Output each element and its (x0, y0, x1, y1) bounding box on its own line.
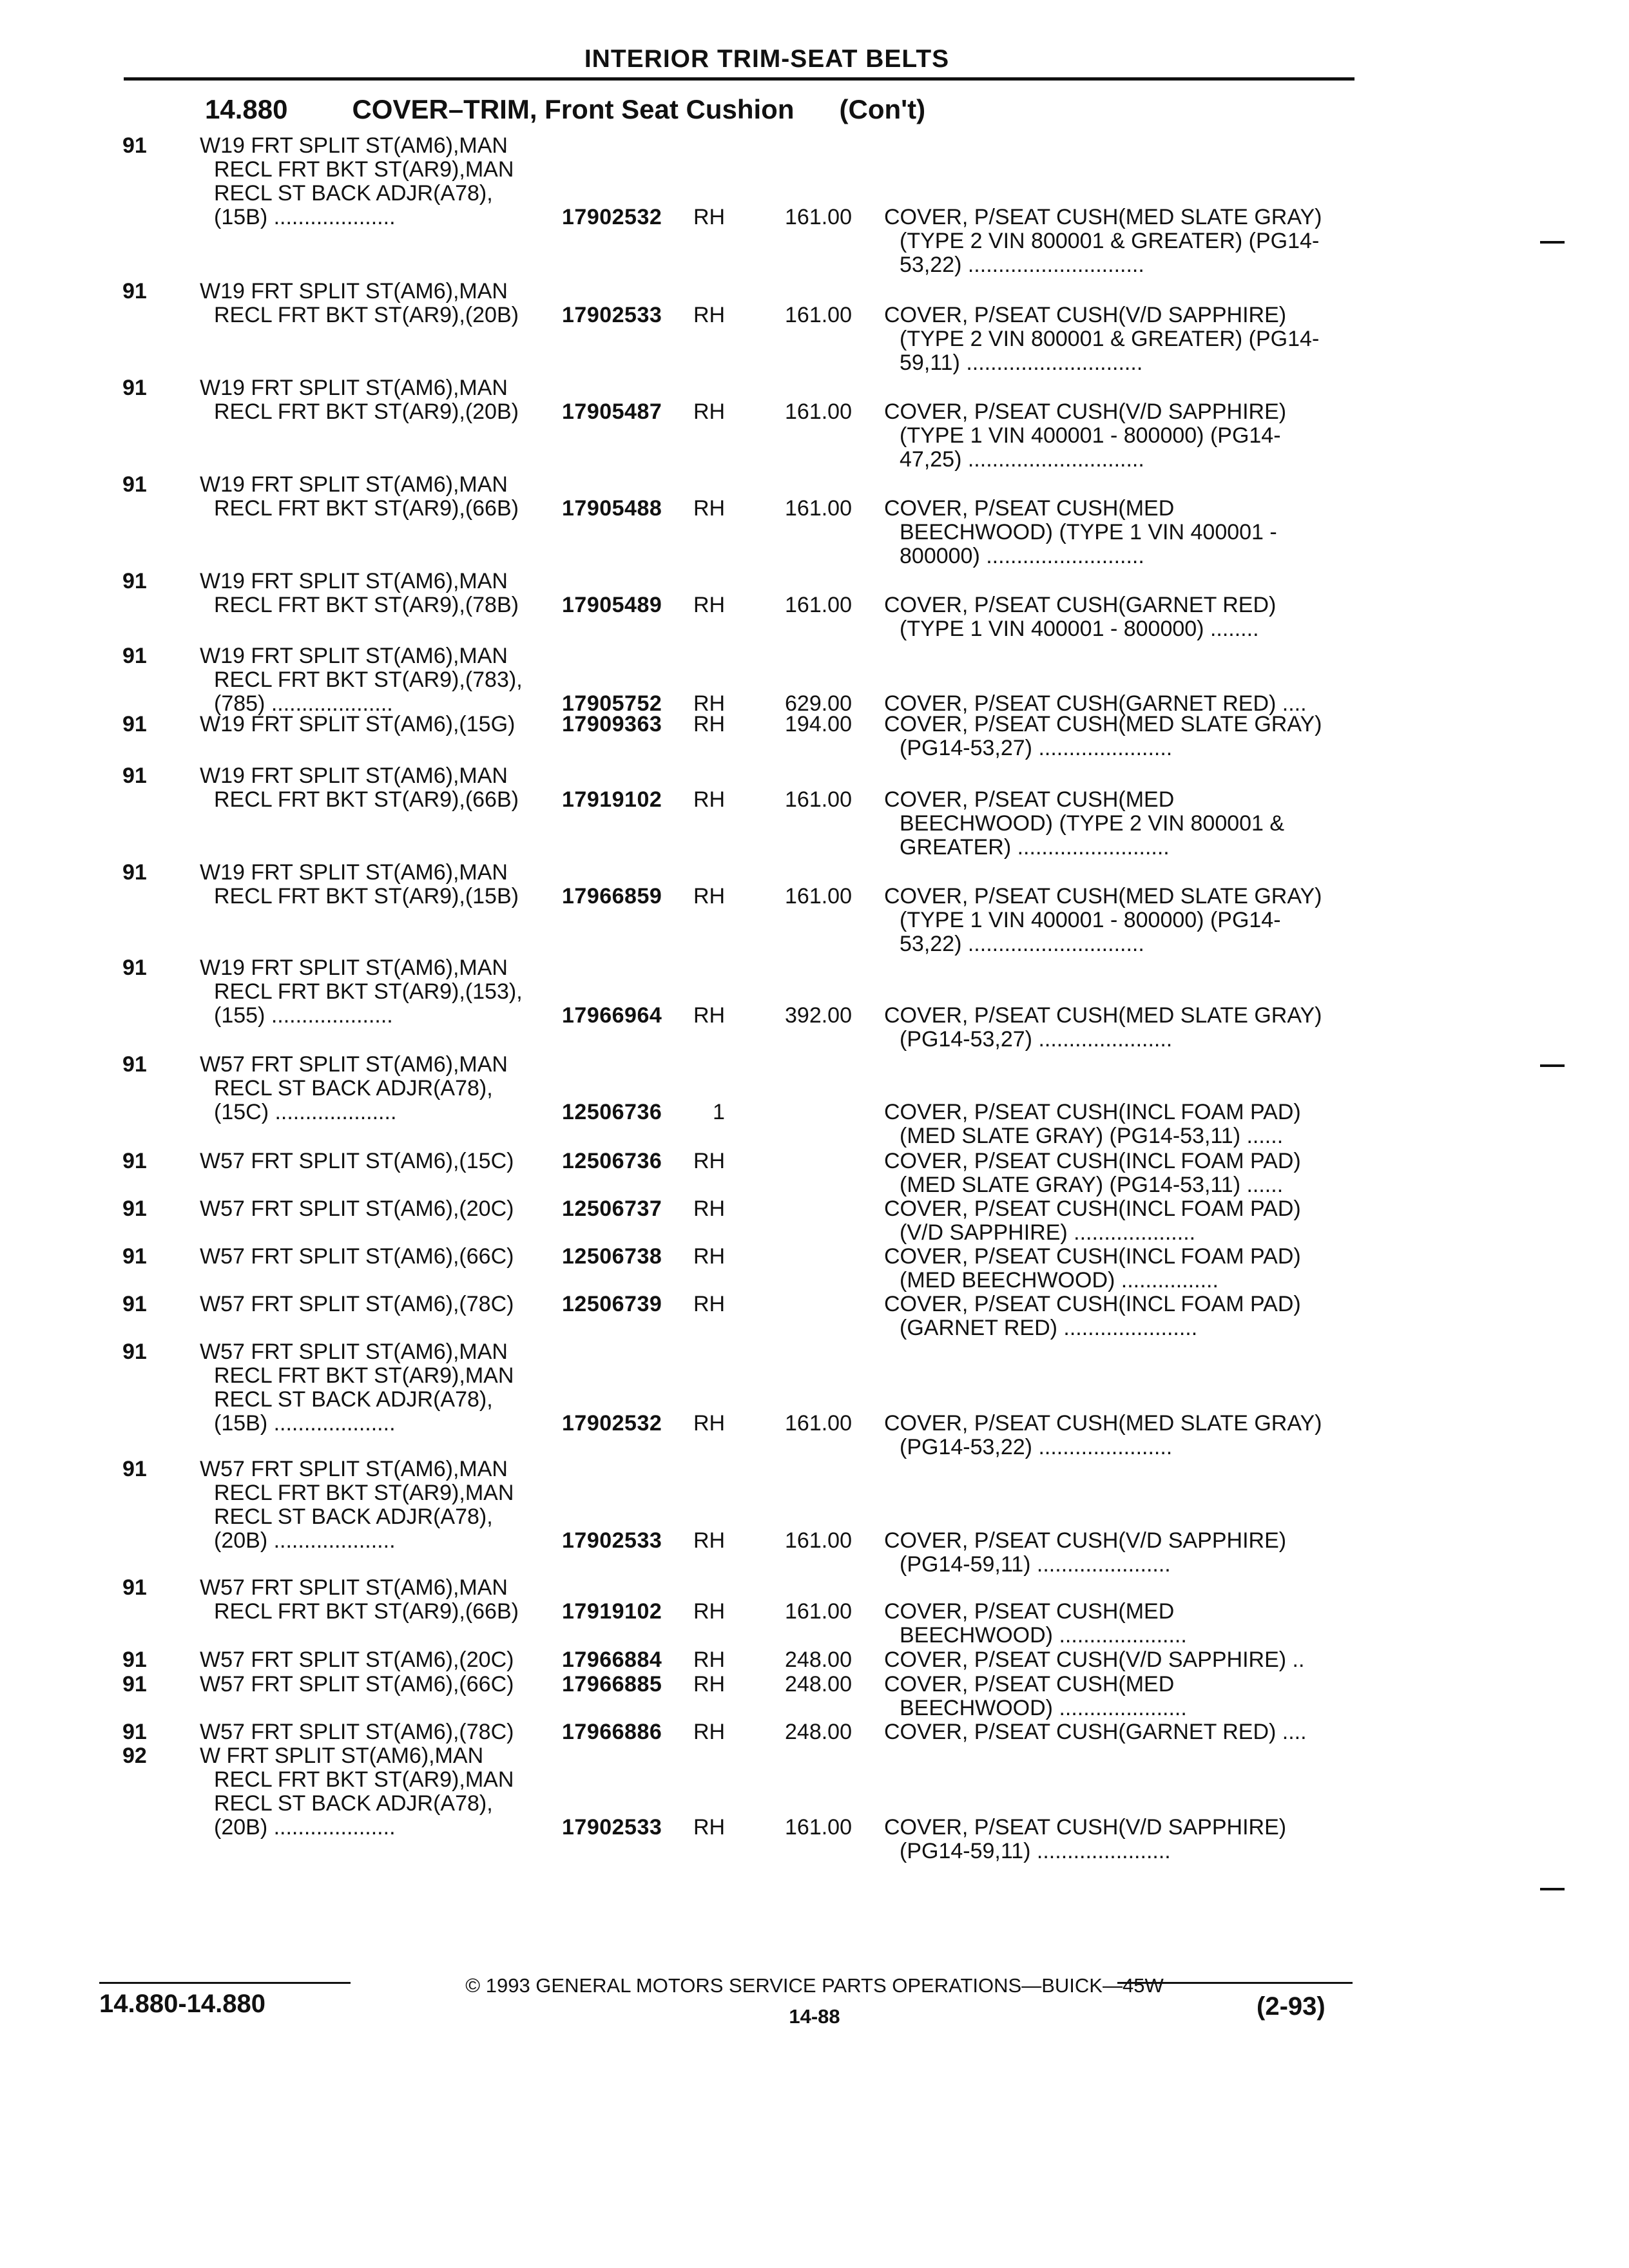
usage-line: W19 FRT SPLIT ST(AM6),MAN (200, 644, 508, 668)
usage-line: RECL ST BACK ADJR(A78), (214, 1505, 493, 1529)
side-indicator: RH (693, 1672, 726, 1696)
description-line: COVER, P/SEAT CUSH(MED (884, 1673, 1175, 1696)
usage-line: W57 FRT SPLIT ST(AM6),(15C) (200, 1149, 514, 1173)
part-description (884, 1197, 1354, 1245)
side-indicator: RH (693, 1196, 726, 1221)
part-number: 17905488 (562, 496, 662, 521)
footer-date: (2-93) (1257, 1992, 1325, 2021)
usage-code: 91 (122, 1244, 147, 1269)
part-number: 17919102 (562, 1599, 662, 1624)
usage-description (200, 1053, 561, 1124)
description-line: 59,11) ............................. (900, 351, 1143, 375)
side-indicator: RH (693, 1292, 726, 1316)
usage-line: W19 FRT SPLIT ST(AM6),MAN (200, 376, 508, 400)
footer-copyright: © 1993 GENERAL MOTORS SERVICE PARTS OPERATIONS—BUICK—45W (465, 1974, 1164, 1997)
part-number: 12506738 (562, 1244, 662, 1269)
part-number: 17905752 (562, 691, 662, 716)
usage-line: W19 FRT SPLIT ST(AM6),MAN (200, 134, 508, 158)
usage-code: 92 (122, 1744, 147, 1768)
part-number: 17919102 (562, 787, 662, 812)
usage-line: (155) .................... (214, 1004, 393, 1028)
usage-line: RECL FRT BKT ST(AR9),(66B) (214, 497, 519, 521)
usage-line: RECL ST BACK ADJR(A78), (214, 1388, 493, 1412)
description-line: (PG14-59,11) ...................... (900, 1840, 1171, 1863)
part-description (884, 1529, 1354, 1577)
description-line: COVER, P/SEAT CUSH(V/D SAPPHIRE) .. (884, 1648, 1305, 1672)
side-indicator: RH (693, 205, 726, 229)
description-line: (TYPE 1 VIN 400001 - 800000) ........ (900, 617, 1259, 641)
usage-line: W19 FRT SPLIT ST(AM6),MAN (200, 473, 508, 497)
page-header-title: INTERIOR TRIM-SEAT BELTS (584, 45, 950, 73)
usage-description (200, 1340, 561, 1436)
quantity: 1 (713, 1100, 725, 1124)
usage-code: 91 (122, 1672, 147, 1696)
usage-code: 91 (122, 1575, 147, 1600)
usage-line: RECL FRT BKT ST(AR9),(15B) (214, 885, 519, 908)
usage-line: W19 FRT SPLIT ST(AM6),MAN (200, 956, 508, 980)
description-line: (MED SLATE GRAY) (PG14-53,11) ...... (900, 1173, 1284, 1197)
description-line: (TYPE 2 VIN 800001 & GREATER) (PG14- (900, 327, 1320, 351)
usage-code: 91 (122, 133, 147, 158)
usage-code: 91 (122, 1648, 147, 1672)
price: 161.00 (785, 1528, 852, 1553)
part-description (884, 1600, 1354, 1648)
side-indicator: RH (693, 712, 726, 736)
part-description (884, 885, 1354, 956)
description-line: COVER, P/SEAT CUSH(GARNET RED) (884, 593, 1277, 617)
usage-code: 91 (122, 1720, 147, 1744)
description-line: 53,22) ............................. (900, 253, 1144, 277)
part-number: 17966886 (562, 1720, 662, 1744)
price: 161.00 (785, 787, 852, 812)
usage-line: RECL FRT BKT ST(AR9),(66B) (214, 788, 519, 812)
part-number: 17902533 (562, 1528, 662, 1553)
price: 392.00 (785, 1003, 852, 1028)
description-line: COVER, P/SEAT CUSH(MED SLATE GRAY) (884, 206, 1322, 229)
usage-line: W19 FRT SPLIT ST(AM6),(15G) (200, 713, 516, 736)
usage-line: RECL ST BACK ADJR(A78), (214, 182, 493, 206)
margin-mark (1540, 1888, 1565, 1890)
part-description (884, 1412, 1354, 1459)
section-title: COVER–TRIM, Front Seat Cushion (352, 94, 795, 124)
footer-page-number: 14-88 (789, 2005, 840, 2028)
part-description (884, 1648, 1354, 1672)
usage-line: RECL FRT BKT ST(AR9),MAN (214, 1481, 514, 1505)
part-number: 17966884 (562, 1648, 662, 1672)
side-indicator: RH (693, 1528, 726, 1553)
side-indicator: RH (693, 787, 726, 812)
part-number: 17902532 (562, 1411, 662, 1436)
price: 629.00 (785, 691, 852, 716)
usage-line: W57 FRT SPLIT ST(AM6),(20C) (200, 1648, 514, 1672)
price: 248.00 (785, 1720, 852, 1744)
usage-description (200, 861, 561, 908)
description-line: 53,22) ............................. (900, 932, 1144, 956)
part-number: 17909363 (562, 712, 662, 736)
description-line: COVER, P/SEAT CUSH(V/D SAPPHIRE) (884, 1529, 1287, 1553)
side-indicator: RH (693, 884, 726, 908)
usage-line: RECL FRT BKT ST(AR9),MAN (214, 1364, 514, 1388)
part-description (884, 400, 1354, 472)
description-line: COVER, P/SEAT CUSH(MED SLATE GRAY) (884, 1412, 1322, 1436)
usage-code: 91 (122, 1052, 147, 1077)
usage-description (200, 134, 561, 229)
usage-line: RECL FRT BKT ST(AR9),(783), (214, 668, 523, 692)
part-description (884, 1293, 1354, 1340)
usage-description (200, 1576, 561, 1624)
price: 161.00 (785, 399, 852, 424)
description-line: (TYPE 1 VIN 400001 - 800000) (PG14- (900, 908, 1281, 932)
part-description (884, 206, 1354, 277)
usage-code: 91 (122, 569, 147, 593)
usage-line: (15C) .................... (214, 1100, 397, 1124)
description-line: COVER, P/SEAT CUSH(V/D SAPPHIRE) (884, 1816, 1287, 1840)
side-indicator: RH (693, 1815, 726, 1840)
usage-description (200, 764, 561, 812)
usage-description (200, 376, 561, 424)
price: 161.00 (785, 593, 852, 617)
usage-code: 91 (122, 1340, 147, 1364)
usage-line: W57 FRT SPLIT ST(AM6),MAN (200, 1457, 508, 1481)
description-line: BEECHWOOD) (TYPE 2 VIN 800001 & (900, 812, 1285, 836)
usage-line: (785) .................... (214, 692, 393, 716)
side-indicator: RH (693, 303, 726, 327)
usage-line: W19 FRT SPLIT ST(AM6),MAN (200, 280, 508, 303)
usage-code: 91 (122, 712, 147, 736)
part-number: 17902532 (562, 205, 662, 229)
part-description (884, 713, 1354, 760)
part-description (884, 1100, 1354, 1148)
usage-description (200, 1673, 561, 1696)
part-number: 12506737 (562, 1196, 662, 1221)
usage-code: 91 (122, 1149, 147, 1173)
part-number: 12506739 (562, 1292, 662, 1316)
part-description (884, 1673, 1354, 1720)
description-line: COVER, P/SEAT CUSH(GARNET RED) .... (884, 1720, 1307, 1744)
usage-line: W57 FRT SPLIT ST(AM6),(20C) (200, 1197, 514, 1221)
description-line: COVER, P/SEAT CUSH(V/D SAPPHIRE) (884, 400, 1287, 424)
usage-line: W57 FRT SPLIT ST(AM6),MAN (200, 1340, 508, 1364)
usage-line: RECL ST BACK ADJR(A78), (214, 1077, 493, 1100)
usage-description (200, 1293, 561, 1316)
price: 161.00 (785, 205, 852, 229)
price: 248.00 (785, 1648, 852, 1672)
usage-code: 91 (122, 644, 147, 668)
usage-line: (20B) .................... (214, 1529, 396, 1553)
part-number: 17902533 (562, 303, 662, 327)
description-line: COVER, P/SEAT CUSH(V/D SAPPHIRE) (884, 303, 1287, 327)
part-description (884, 497, 1354, 568)
usage-code: 91 (122, 1196, 147, 1221)
usage-code: 91 (122, 376, 147, 400)
usage-description (200, 1720, 561, 1840)
price: 161.00 (785, 1815, 852, 1840)
description-line: (MED BEECHWOOD) ................ (900, 1269, 1219, 1293)
side-indicator: RH (693, 691, 726, 716)
part-description (884, 1149, 1354, 1197)
description-line: COVER, P/SEAT CUSH(MED SLATE GRAY) (884, 885, 1322, 908)
usage-description (200, 1648, 561, 1672)
usage-line: (15B) .................... (214, 1412, 396, 1436)
price: 161.00 (785, 1599, 852, 1624)
part-description (884, 1816, 1354, 1863)
margin-mark (1540, 241, 1565, 244)
usage-line: (20B) .................... (214, 1816, 396, 1840)
footer-section-range: 14.880-14.880 (99, 1990, 266, 2018)
section-heading (205, 94, 990, 125)
usage-line: RECL FRT BKT ST(AR9),(20B) (214, 400, 519, 424)
usage-description (200, 713, 561, 736)
description-line: (PG14-59,11) ...................... (900, 1553, 1171, 1577)
description-line: (V/D SAPPHIRE) .................... (900, 1221, 1196, 1245)
description-line: COVER, P/SEAT CUSH(INCL FOAM PAD) (884, 1100, 1301, 1124)
description-line: 47,25) ............................. (900, 448, 1144, 472)
side-indicator: RH (693, 593, 726, 617)
usage-line: RECL FRT BKT ST(AR9),(66B) (214, 1600, 519, 1624)
part-number: 17902533 (562, 1815, 662, 1840)
section-number: 14.880 (205, 94, 288, 124)
usage-description (200, 644, 561, 716)
side-indicator: RH (693, 496, 726, 521)
description-line: BEECHWOOD) ..................... (900, 1696, 1187, 1720)
part-number: 12506736 (562, 1100, 662, 1124)
usage-description (200, 280, 561, 327)
side-indicator: RH (693, 399, 726, 424)
usage-description (200, 1149, 561, 1173)
part-description (884, 1245, 1354, 1293)
usage-code: 91 (122, 1292, 147, 1316)
description-line: COVER, P/SEAT CUSH(INCL FOAM PAD) (884, 1245, 1301, 1269)
part-description (884, 1720, 1354, 1744)
description-line: GREATER) ......................... (900, 836, 1170, 860)
description-line: 800000) .......................... (900, 544, 1144, 568)
side-indicator: RH (693, 1648, 726, 1672)
usage-description (200, 956, 561, 1028)
description-line: (MED SLATE GRAY) (PG14-53,11) ...... (900, 1124, 1284, 1148)
side-indicator: RH (693, 1003, 726, 1028)
usage-code: 91 (122, 764, 147, 788)
usage-line: RECL FRT BKT ST(AR9),(153), (214, 980, 523, 1004)
usage-line: W19 FRT SPLIT ST(AM6),MAN (200, 570, 508, 593)
usage-description (200, 1245, 561, 1269)
description-line: BEECHWOOD) ..................... (900, 1624, 1187, 1648)
description-line: COVER, P/SEAT CUSH(MED (884, 1600, 1175, 1624)
side-indicator: RH (693, 1244, 726, 1269)
price: 161.00 (785, 1411, 852, 1436)
usage-description (200, 1457, 561, 1553)
part-number: 17966859 (562, 884, 662, 908)
usage-line: W57 FRT SPLIT ST(AM6),(78C) (200, 1720, 514, 1744)
description-line: (PG14-53,22) ...................... (900, 1436, 1173, 1459)
description-line: (TYPE 2 VIN 800001 & GREATER) (PG14- (900, 229, 1320, 253)
description-line: COVER, P/SEAT CUSH(MED (884, 497, 1175, 521)
usage-description (200, 473, 561, 521)
description-line: (PG14-53,27) ...................... (900, 736, 1173, 760)
description-line: COVER, P/SEAT CUSH(MED (884, 788, 1175, 812)
usage-line: W57 FRT SPLIT ST(AM6),MAN (200, 1576, 508, 1600)
side-indicator: RH (693, 1720, 726, 1744)
usage-line: W57 FRT SPLIT ST(AM6),MAN (200, 1053, 508, 1077)
part-number: 17905489 (562, 593, 662, 617)
description-line: COVER, P/SEAT CUSH(GARNET RED) .... (884, 692, 1307, 716)
part-description (884, 593, 1354, 641)
side-indicator: RH (693, 1599, 726, 1624)
margin-mark (1540, 1064, 1565, 1067)
part-number: 17905487 (562, 399, 662, 424)
description-line: COVER, P/SEAT CUSH(MED SLATE GRAY) (884, 713, 1322, 736)
price: 161.00 (785, 496, 852, 521)
price: 248.00 (785, 1672, 852, 1696)
usage-line: W FRT SPLIT ST(AM6),MAN (200, 1744, 484, 1768)
price: 161.00 (785, 303, 852, 327)
usage-line: W57 FRT SPLIT ST(AM6),(66C) (200, 1673, 514, 1696)
part-description (884, 788, 1354, 860)
part-number: 17966885 (562, 1672, 662, 1696)
description-line: (GARNET RED) ...................... (900, 1316, 1198, 1340)
usage-line: (15B) .................... (214, 206, 396, 229)
description-line: COVER, P/SEAT CUSH(INCL FOAM PAD) (884, 1149, 1301, 1173)
usage-description (200, 570, 561, 617)
usage-description (200, 1197, 561, 1221)
description-line: (PG14-53,27) ...................... (900, 1028, 1173, 1052)
usage-line: RECL FRT BKT ST(AR9),MAN (214, 158, 514, 182)
usage-line: RECL FRT BKT ST(AR9),(20B) (214, 303, 519, 327)
usage-code: 91 (122, 956, 147, 980)
usage-line: W19 FRT SPLIT ST(AM6),MAN (200, 861, 508, 885)
part-number: 17966964 (562, 1003, 662, 1028)
part-number: 12506736 (562, 1149, 662, 1173)
usage-code: 91 (122, 472, 147, 497)
side-indicator: RH (693, 1149, 726, 1173)
usage-code: 91 (122, 1457, 147, 1481)
usage-line: RECL FRT BKT ST(AR9),MAN (214, 1768, 514, 1792)
usage-line: W19 FRT SPLIT ST(AM6),MAN (200, 764, 508, 788)
part-description (884, 303, 1354, 375)
part-description (884, 1004, 1354, 1052)
usage-line: W57 FRT SPLIT ST(AM6),(78C) (200, 1293, 514, 1316)
description-line: COVER, P/SEAT CUSH(MED SLATE GRAY) (884, 1004, 1322, 1028)
usage-line: RECL FRT BKT ST(AR9),(78B) (214, 593, 519, 617)
header-rule (124, 77, 1354, 81)
usage-line: RECL ST BACK ADJR(A78), (214, 1792, 493, 1816)
description-line: COVER, P/SEAT CUSH(INCL FOAM PAD) (884, 1293, 1301, 1316)
price: 194.00 (785, 712, 852, 736)
section-continued: (Con't) (839, 94, 926, 124)
side-indicator: RH (693, 1411, 726, 1436)
usage-line: W57 FRT SPLIT ST(AM6),(66C) (200, 1245, 514, 1269)
description-line: COVER, P/SEAT CUSH(INCL FOAM PAD) (884, 1197, 1301, 1221)
usage-code: 91 (122, 279, 147, 303)
usage-code: 91 (122, 860, 147, 885)
description-line: BEECHWOOD) (TYPE 1 VIN 400001 - (900, 521, 1277, 544)
price: 161.00 (785, 884, 852, 908)
description-line: (TYPE 1 VIN 400001 - 800000) (PG14- (900, 424, 1281, 448)
